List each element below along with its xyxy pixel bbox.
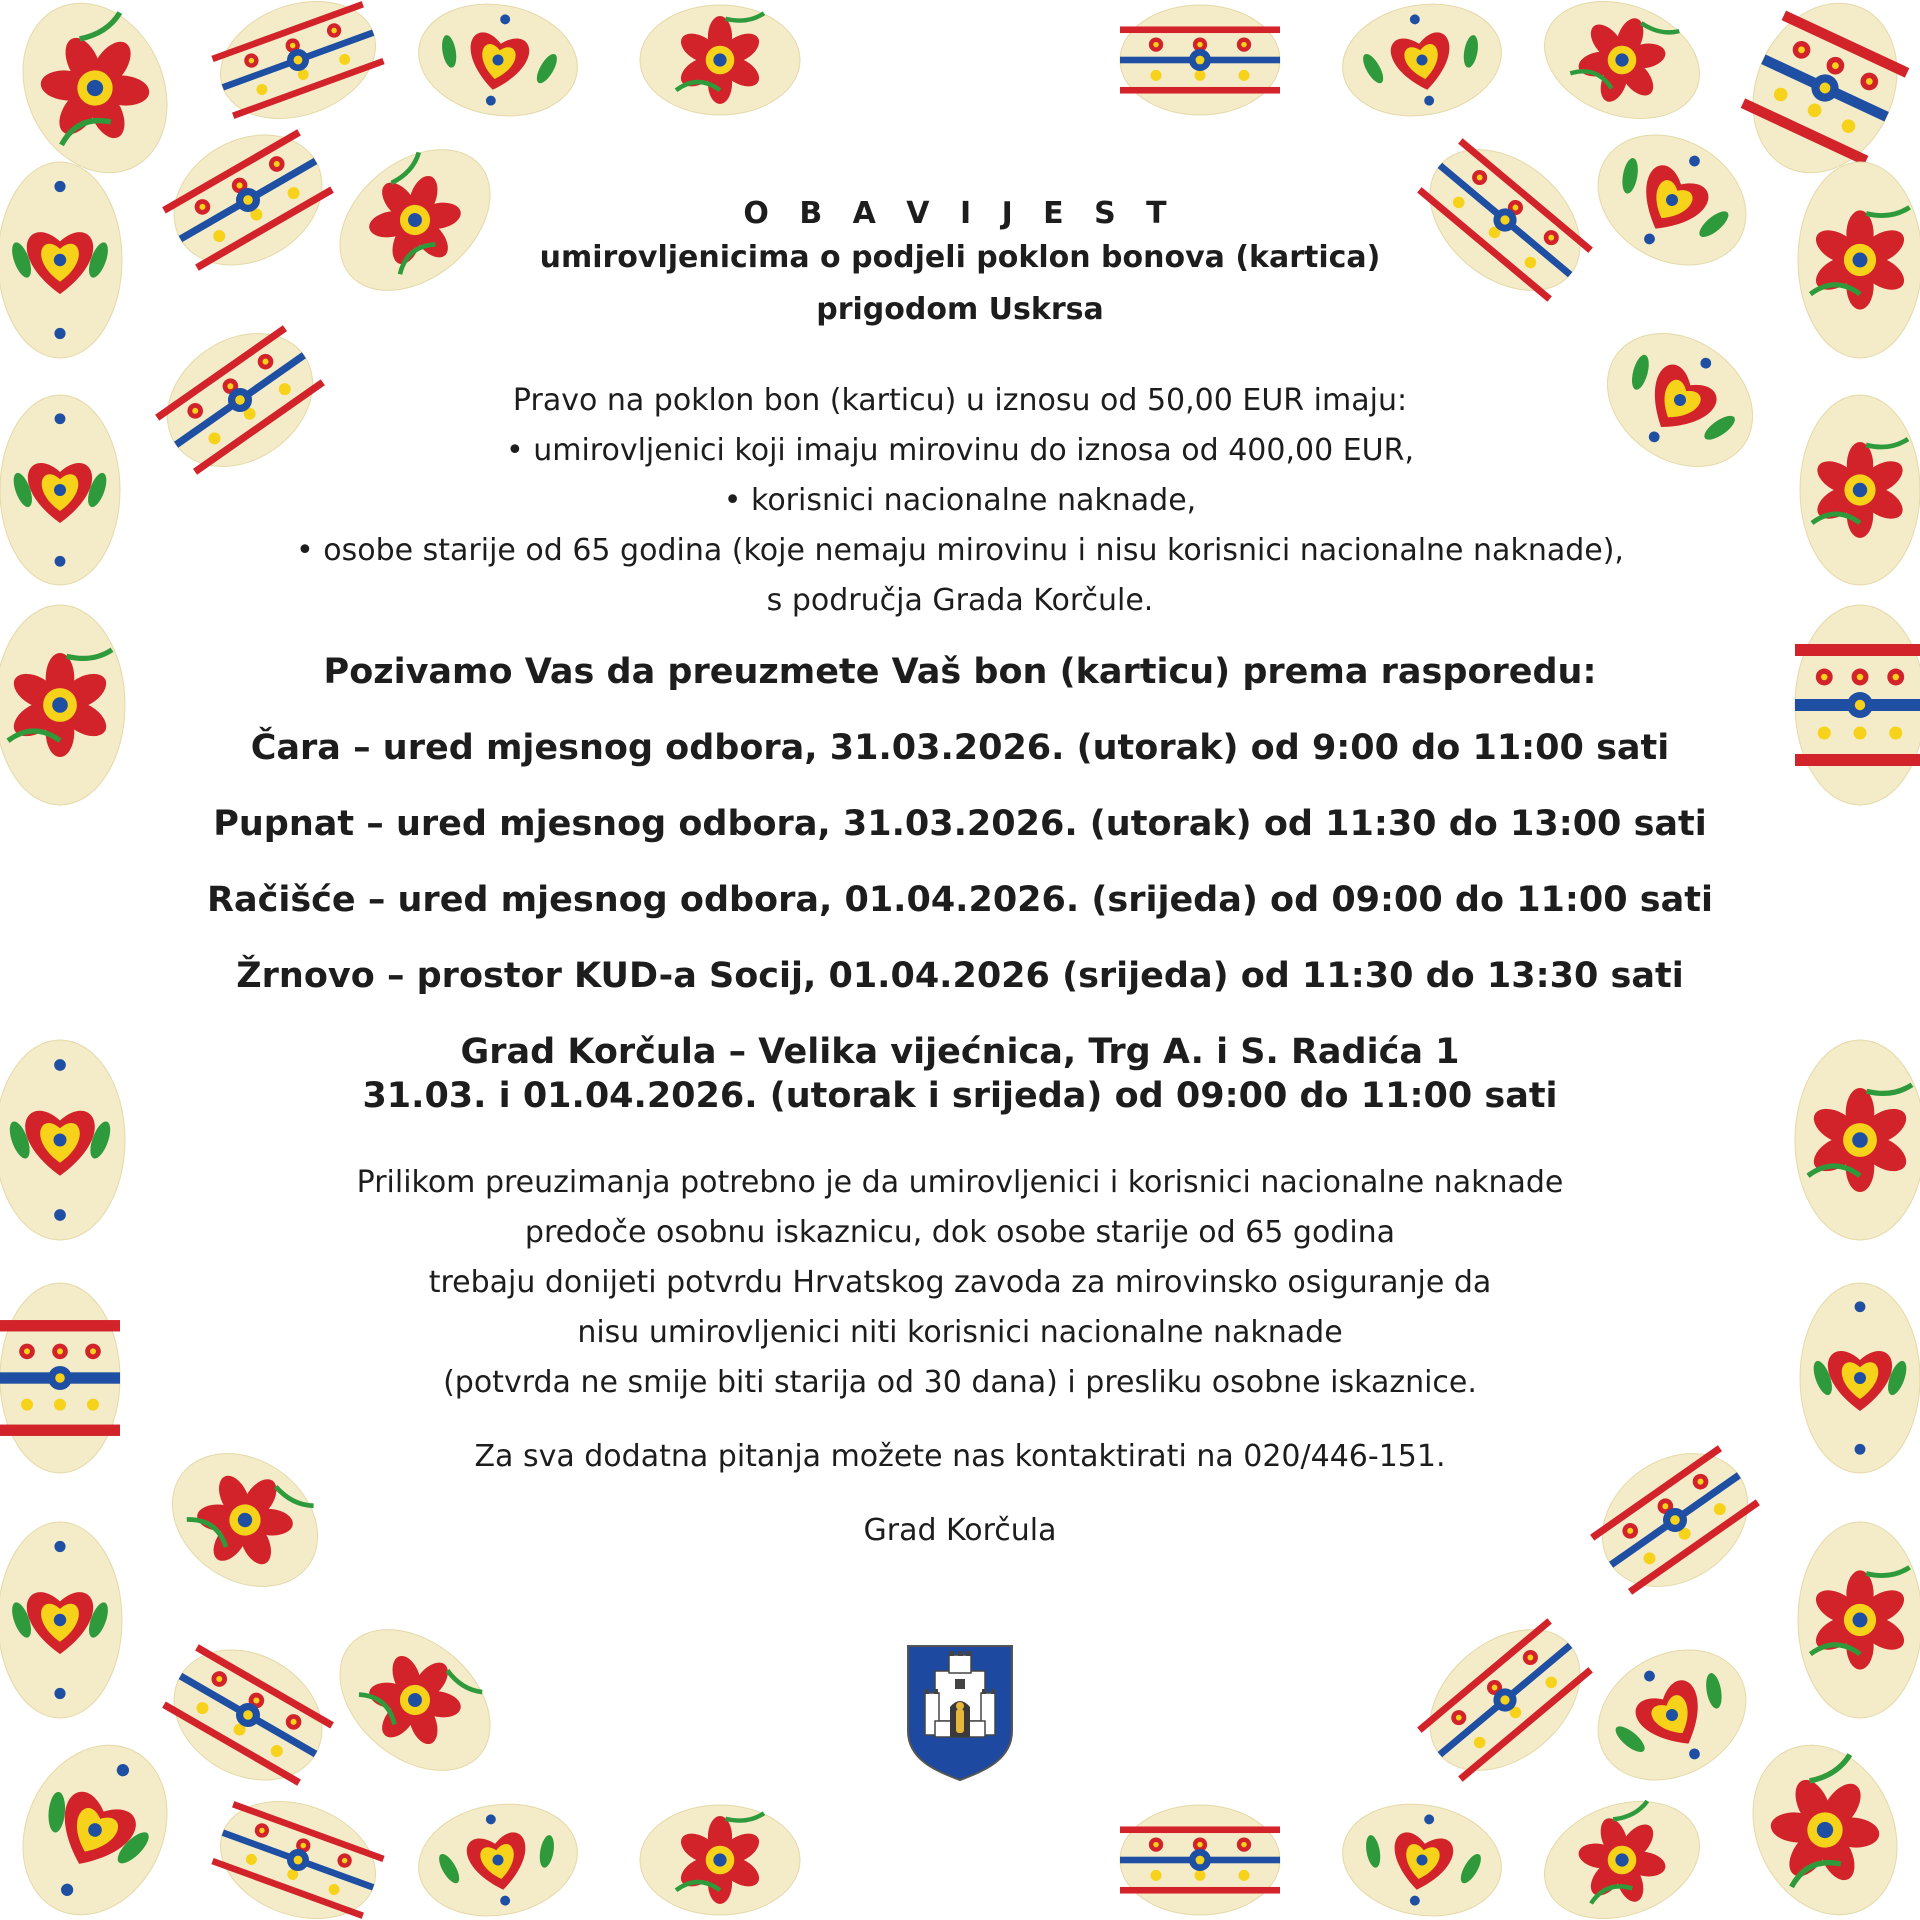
painted-easter-egg-icon xyxy=(0,0,194,196)
painted-easter-egg-icon xyxy=(1726,0,1920,196)
painted-easter-egg-icon xyxy=(1334,1792,1511,1920)
coat-of-arms-icon xyxy=(905,1643,1015,1783)
main-location-line1: Grad Korčula – Velika vijećnica, Trg A. i S. Radića 1 xyxy=(460,1032,1460,1072)
eligibility-intro: Pravo na poklon bon (karticu) u iznosu od 50,00 EUR imaju: xyxy=(512,383,1408,418)
painted-easter-egg-icon xyxy=(1120,1805,1280,1915)
painted-easter-egg-icon xyxy=(204,1781,392,1920)
painted-easter-egg-icon xyxy=(1334,0,1511,128)
eligibility-area: s područja Grada Korčule. xyxy=(766,583,1154,618)
eligibility-item: • osobe starije od 65 godina (koje nemaju mirovinu i nisu korisnici nacionalne naknade), xyxy=(296,533,1624,568)
eligibility-item: • umirovljenici koji imaju mirovinu do iznosa od 400,00 EUR, xyxy=(505,433,1415,468)
painted-easter-egg-icon xyxy=(410,0,587,128)
painted-easter-egg-icon xyxy=(0,1722,194,1920)
schedule-item-pupnat: Pupnat – ured mjesnog odbora, 31.03.2026. (utorak) od 11:30 do 13:00 sati xyxy=(213,804,1707,844)
painted-easter-egg-icon xyxy=(1574,1624,1769,1806)
painted-easter-egg-icon xyxy=(1795,1040,1920,1240)
eligibility-item: • korisnici nacionalne naknade, xyxy=(723,483,1197,518)
painted-easter-egg-icon xyxy=(1798,1522,1920,1718)
schedule-item-zrnovo: Žrnovo – prostor KUD-a Socij, 01.04.2026 (srijeda) od 11:30 do 13:30 sati xyxy=(236,956,1684,996)
painted-easter-egg-icon xyxy=(1795,605,1920,805)
painted-easter-egg-icon xyxy=(1798,162,1920,358)
notice-title: O B A V I J E S T xyxy=(743,196,1177,231)
contact-line: Za sva dodatna pitanja možete nas kontaktirati na 020/446-151. xyxy=(474,1439,1446,1474)
painted-easter-egg-icon xyxy=(0,162,122,358)
painted-easter-egg-icon xyxy=(313,1601,518,1799)
painted-easter-egg-icon xyxy=(0,395,120,585)
notice-text-block xyxy=(160,196,1760,1556)
requirements-line: trebaju donijeti potvrdu Hrvatskog zavoda za mirovinsko osiguranje da xyxy=(428,1265,1492,1300)
painted-easter-egg-icon xyxy=(0,605,125,805)
painted-easter-egg-icon xyxy=(1800,1283,1920,1473)
signature: Grad Korčula xyxy=(863,1513,1057,1548)
notice-subtitle-line1: umirovljenicima o podjeli poklon bonova (kartica) xyxy=(539,240,1381,275)
painted-easter-egg-icon xyxy=(150,1624,345,1806)
painted-easter-egg-icon xyxy=(1120,5,1280,115)
painted-easter-egg-icon xyxy=(1528,1781,1716,1920)
schedule-item-cara: Čara – ured mjesnog odbora, 31.03.2026. (utorak) od 9:00 do 11:00 sati xyxy=(250,728,1670,768)
painted-easter-egg-icon xyxy=(1726,1722,1920,1920)
painted-easter-egg-icon xyxy=(0,1522,122,1718)
notice-subtitle-line2: prigodom Uskrsa xyxy=(816,292,1104,327)
requirements-line: nisu umirovljenici niti korisnici nacionalne naknade xyxy=(577,1315,1343,1350)
invitation-heading: Pozivamo Vas da preuzmete Vaš bon (karticu) prema rasporedu: xyxy=(323,652,1597,692)
painted-easter-egg-icon xyxy=(1528,0,1716,139)
requirements-line: predoče osobnu iskaznicu, dok osobe starije od 65 godina xyxy=(524,1215,1396,1250)
main-location-line2: 31.03. i 01.04.2026. (utorak i srijeda) od 09:00 do 11:00 sati xyxy=(362,1076,1558,1116)
painted-easter-egg-icon xyxy=(1403,1601,1608,1799)
requirements-line: Prilikom preuzimanja potrebno je da umirovljenici i korisnici nacionalne naknade xyxy=(356,1165,1564,1200)
requirements-line: (potvrda ne smije biti starija od 30 dana) i presliku osobne iskaznice. xyxy=(443,1365,1477,1400)
painted-easter-egg-icon xyxy=(410,1792,587,1920)
painted-easter-egg-icon xyxy=(640,1805,800,1915)
painted-easter-egg-icon xyxy=(1800,395,1920,585)
schedule-item-racisce: Račišće – ured mjesnog odbora, 01.04.2026. (srijeda) od 09:00 do 11:00 sati xyxy=(207,880,1713,920)
painted-easter-egg-icon xyxy=(204,0,392,139)
painted-easter-egg-icon xyxy=(640,5,800,115)
painted-easter-egg-icon xyxy=(0,1283,120,1473)
painted-easter-egg-icon xyxy=(0,1040,125,1240)
